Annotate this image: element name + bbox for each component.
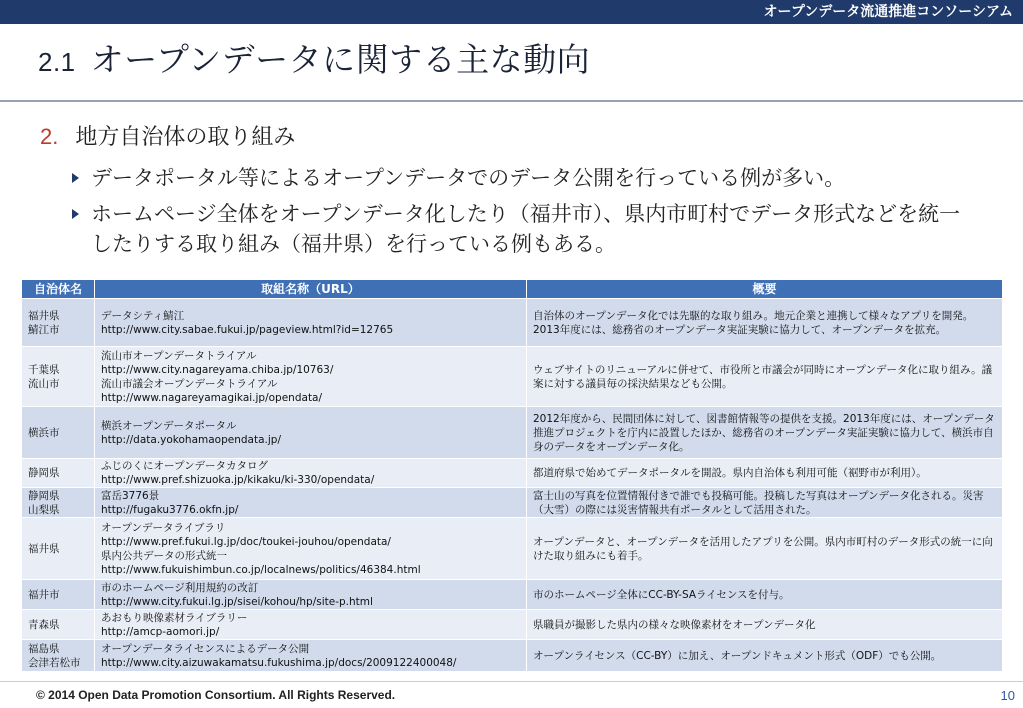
initiative-name: 市のホームページ利用規約の改訂 [101,581,259,594]
bullet-text: データポータル等によるオープンデータでのデータ公開を行っている例が多い。 [91,166,846,190]
bullet-item [72,163,971,193]
initiative-cell [95,459,527,488]
municipality-name: 会津若松市 [28,656,81,669]
initiative-name: あおもり映像素材ライブラリー [101,611,248,624]
initiative-name: オープンデータライセンスによるデータ公開 [101,642,310,655]
table-row [22,640,1003,672]
municipality-name: 鯖江市 [28,323,60,336]
org-name: オープンデータ流通推進コンソーシアム [763,4,1013,20]
municipality-cell [22,299,95,347]
title-number: 2.1 [38,47,76,77]
municipality-cell [22,640,95,672]
municipality-cell [22,459,95,488]
municipality-cell [22,407,95,459]
initiative-url[interactable]: http://data.yokohamaopendata.jp/ [101,433,281,446]
municipality-cell [22,347,95,407]
table-row [22,407,1003,459]
initiative-cell [95,640,527,672]
initiative-cell [95,407,527,459]
initiative-url[interactable]: http://fugaku3776.okfn.jp/ [101,503,239,516]
initiative-url[interactable]: http://amcp-aomori.jp/ [101,625,220,638]
bullet-text: ホームページ全体をオープンデータ化したり（福井市）、県内市町村でデータ形式などを統一したりする取り組み（福井県）を行っている例もある。 [91,202,961,256]
page-number: 10 [1000,688,1015,703]
table-row [22,488,1003,518]
header-bar [0,0,1023,24]
municipality-name: 山梨県 [28,503,60,516]
case-table [21,279,1003,672]
summary-cell: 2012年度から、民間団体に対して、図書館情報等の提供を支援。2013年度には、オープンデータ推進プロジェクトを庁内に設置したほか、総務省のオープンデータ実証実験に協力して、横浜市自身のデータをオープンデータ化。 [527,407,1003,459]
initiative-cell [95,347,527,407]
summary-cell: オープンライセンス（CC-BY）に加え、オープンドキュメント形式（ODF）でも公開。 [527,640,1003,672]
municipality-name: 横浜市 [28,426,60,439]
municipality-name: 福井県 [28,542,60,555]
municipality-name: 青森県 [28,618,60,631]
municipality-cell [22,580,95,610]
title-text: オープンデータに関する主な動向 [90,40,591,79]
column-header-municipality: 自治体名 [22,280,95,299]
initiative-url[interactable]: http://www.nagareyamagikai.jp/opendata/ [101,391,323,404]
bullet-triangle-icon [72,209,79,219]
initiative-url[interactable]: http://www.city.fukui.lg.jp/sisei/kohou/hp/site-p.html [101,595,373,608]
initiative-url[interactable]: http://www.city.nagareyama.chiba.jp/10763/ [101,363,334,376]
title-divider [0,100,1023,102]
initiative-url[interactable]: http://www.fukuishimbun.co.jp/localnews/politics/46384.html [101,563,421,576]
initiative-url[interactable]: http://www.pref.shizuoka.jp/kikaku/ki-330/opendata/ [101,474,375,486]
table-header-row [22,280,1003,299]
summary-cell: 県職員が撮影した県内の様々な映像素材をオープンデータ化 [527,610,1003,640]
summary-cell: オープンデータと、オープンデータを活用したアプリを公開。県内市町村のデータ形式の統一に向けた取り組みにも着手。 [527,518,1003,580]
summary-cell: 市のホームページ全体にCC-BY-SAライセンスを付与。 [527,580,1003,610]
column-header-initiative: 取組名称（URL） [95,280,527,299]
municipality-name: 千葉県 [28,363,60,376]
municipality-cell [22,610,95,640]
summary-cell: ウェブサイトのリニューアルに併せて、市役所と市議会が同時にオープンデータ化に取り組み。議案に対する議員毎の採決結果なども公開。 [527,347,1003,407]
table-row [22,518,1003,580]
summary-cell: 都道府県で始めてデータポータルを開設。県内自治体も利用可能（裾野市が利用）。 [527,459,1003,488]
initiative-cell [95,299,527,347]
footer-divider [0,681,1023,682]
municipality-cell [22,488,95,518]
section-text: 地方自治体の取り組み [75,125,296,150]
municipality-name: 福井県 [28,309,60,322]
table-row [22,459,1003,488]
municipality-cell [22,518,95,580]
table-row [22,580,1003,610]
table-row [22,347,1003,407]
copyright: © 2014 Open Data Promotion Consortium. All Rights Reserved. [36,688,396,702]
initiative-url[interactable]: http://www.city.aizuwakamatsu.fukushima.jp/docs/2009122400048/ [101,656,457,669]
initiative-cell [95,610,527,640]
municipality-name: 静岡県 [28,467,60,479]
municipality-name: 福島県 [28,642,60,655]
initiative-cell [95,580,527,610]
initiative-name: データシティ鯖江 [101,309,185,322]
table-row [22,610,1003,640]
initiative-name: 流山市オープンデータトライアル [101,349,257,362]
municipality-name: 流山市 [28,377,60,390]
section-heading [40,120,295,151]
table-row [22,299,1003,347]
initiative-name: 流山市議会オープンデータトライアル [101,377,278,390]
initiative-cell [95,518,527,580]
bullet-triangle-icon [72,173,79,183]
initiative-name: ふじのくにオープンデータカタログ [101,460,269,472]
initiative-name: 富岳3776景 [101,489,160,502]
municipality-name: 福井市 [28,588,60,601]
summary-cell: 富士山の写真を位置情報付きで誰でも投稿可能。投稿した写真はオープンデータ化される。災害（大雪）の際には災害情報共有ポータルとして活用された。 [527,488,1003,518]
summary-cell: 自治体のオープンデータ化では先駆的な取り組み。地元企業と連携して様々なアプリを開発。2013年度には、総務省のオープンデータ実証実験に協力して、オープンデータを拡充。 [527,299,1003,347]
section-number: 2. [40,124,59,149]
municipality-name: 静岡県 [28,489,60,502]
initiative-name: 横浜オープンデータポータル [101,419,237,432]
bullet-item [72,199,971,259]
initiative-name: 県内公共データの形式統一 [101,549,227,562]
initiative-cell [95,488,527,518]
initiative-name: オープンデータライブラリ [101,521,226,534]
column-header-summary: 概要 [527,280,1003,299]
initiative-url[interactable]: http://www.pref.fukui.lg.jp/doc/toukei-jouhou/opendata/ [101,535,391,548]
page-title [38,34,590,81]
initiative-url[interactable]: http://www.city.sabae.fukui.jp/pageview.html?id=12765 [101,323,394,336]
